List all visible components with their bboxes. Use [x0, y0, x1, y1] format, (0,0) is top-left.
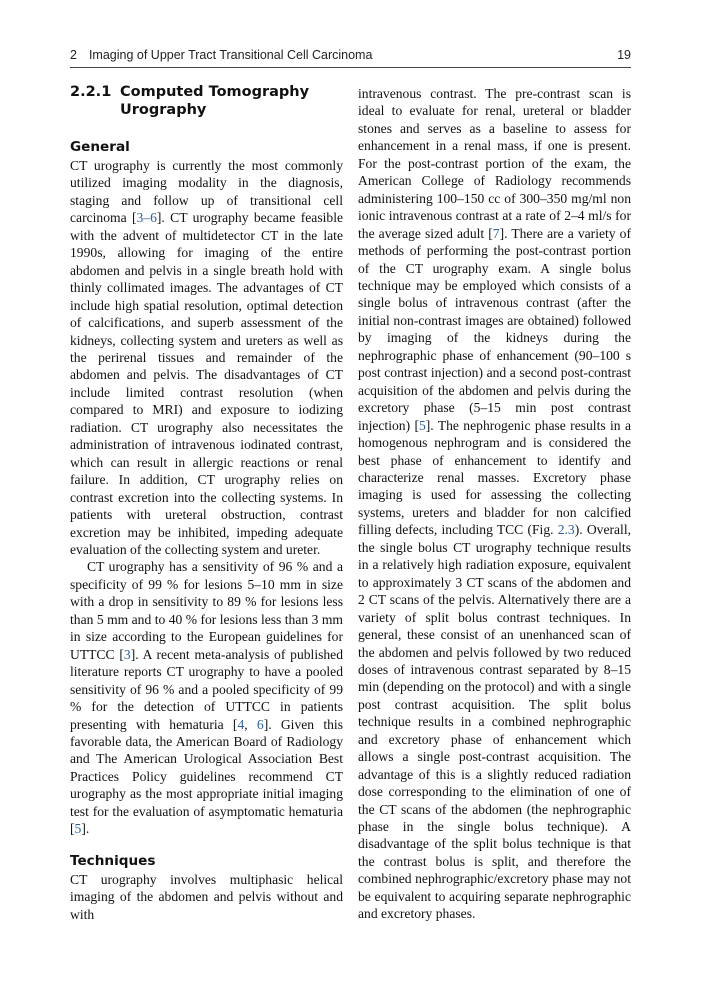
text-run: ). Overall, the single bolus CT urography technique results in a relatively high radiation exposure, equivalent to approximately 3 CT scans of the abdomen and 2 CT scans of the pelvis. Alternatively there are a variety of split bolus contrast techniques. In general, these consist of an unenhanced scan of the abdomen and pelvis followed by two reduced doses of intravenous contrast separated by 8–15 min (depending on the protocol) and with a single post contrast acquisition. The split bolus technique results in a combined nephrographic and excretory phase of enhancement which allows a single post-contrast acquisition. The advantage of this is a slightly reduced radiation dose corresponding to the elimination of one of the CT scans of the abdomen (the nephrographic phase in the single bolus technique). A disadvantage of the split bolus technique is that the contrast bolus is split, and therefore the combined nephrographic/excretory phase may not be equivalent to acquiring separate nephrographic and excretory phases. [358, 522, 632, 922]
text-run: ]. The nephrogenic phase results in a homogenous nephrogram and is considered the best phase of enhancement to identify and characterize renal masses. Excretory phase imaging is used for assessing the collecting systems, ureters and bladder for non calcified filling defects, including TCC (Fig. [358, 417, 631, 538]
left-column [70, 80, 343, 923]
general-heading: General [70, 139, 130, 155]
general-paragraph-1 [70, 157, 343, 558]
citation-link[interactable]: 5 [74, 821, 82, 837]
chapter-title: Imaging of Upper Tract Transitional Cell Carcinoma [88, 48, 373, 62]
text-run: intravenous contrast. The pre-contrast scan is ideal to evaluate for renal, ureteral or bladder stones and serves as a baseline to assess for enhancement in a renal mass, if one is present. For the post-contrast portion of the exam, the American College of Radiology recommends administering 100–150 cc of 300–350 mg/ml non ionic intravenous contrast at a rate of 2–4 ml/s for the average sized adult [ [358, 86, 631, 241]
citation-link[interactable]: 7 [492, 225, 500, 241]
citation-link[interactable]: 3 [123, 646, 131, 662]
text-run: ]. [81, 821, 90, 837]
citation-link[interactable]: 2.3 [557, 522, 575, 538]
techniques-paragraph [70, 871, 343, 923]
citation-link[interactable]: 4 [237, 716, 245, 732]
page-number: 19 [617, 48, 631, 62]
text-run: CT urography involves multiphasic helical imaging of the abdomen and pelvis without and with [70, 871, 343, 922]
text-run: ]. A recent meta-analysis of published literature reports CT urography to have a pooled sensitivity of 96 % and a pooled specificity of 99 % for the detection of UTTCC in patients presenting with hematuria [ [70, 646, 344, 732]
techniques-paragraph-continued [358, 85, 631, 923]
chapter-label [70, 48, 372, 62]
right-column [358, 85, 631, 923]
header-rule [70, 67, 631, 68]
text-run: , [244, 716, 257, 732]
text-run: ]. CT urography became feasible with the advent of multidetector CT in the late 1990s, allowing for imaging of the entire abdomen and pelvis in a single breath hold with thinly collimated images. The advantages of CT include high spatial resolution, optimal detection of calcifications, and superb assessment of the kidneys, collecting system and ureters as well as the perirenal tissues and remainder of the abdomen and pelvis. The disadvantages of CT include limited contrast resolution (when compared to MRI) and exposure to iodizing radiation. CT urography also necessitates the administration of intravenous iodinated contrast, which can result in allergic reactions or renal failure. In addition, CT urography relies on contrast excretion into the collecting systems. In patients with ureteral obstruction, contrast excretion may be inhibited, impeding adequate evaluation of the collecting system and ureter. [70, 210, 344, 557]
citation-link[interactable]: 3–6 [136, 210, 157, 226]
section-title: Computed Tomography Urography [120, 84, 310, 118]
general-paragraph-2 [70, 558, 343, 837]
section-number: 2.2.1 [70, 84, 112, 100]
techniques-heading: Techniques [70, 852, 156, 869]
text-run: ]. Given this favorable data, the American Board of Radiology and The American Urological Association Best Practices Policy guidelines recommend CT urography as the most appropriate initial imaging test for the evaluation of asymptomatic hematuria [ [70, 716, 343, 837]
citation-link[interactable]: 5 [418, 417, 426, 433]
text-run: ]. There are a variety of methods of performing the post-contrast portion of the CT urography exam. A single bolus technique may be employed which consists of a single bolus of intravenous contrast (after the initial non-contrast images are obtained) followed by imaging of the kidneys during the nephrographic phase of enhancement (90–100 s post contrast injection) and a second post-contrast acquisition of the abdomen and pelvis during the excretory phase (5–15 min post contrast injection) [ [358, 225, 631, 433]
chapter-number: 2 [70, 48, 77, 62]
text-run: CT urography is currently the most commonly utilized imaging modality in the diagnosis, staging and follow up of transitional cell carcinoma [ [70, 158, 343, 226]
citation-link[interactable]: 6 [256, 716, 264, 732]
section-heading [70, 83, 343, 119]
text-run: CT urography has a sensitivity of 96 % and a specificity of 99 % for lesions 5–10 mm in size with a drop in sensitivity to 89 % for lesions less than 5 mm and to 40 % for lesions less than 3 mm in size according to the European guidelines for UTTCC [ [70, 559, 343, 662]
